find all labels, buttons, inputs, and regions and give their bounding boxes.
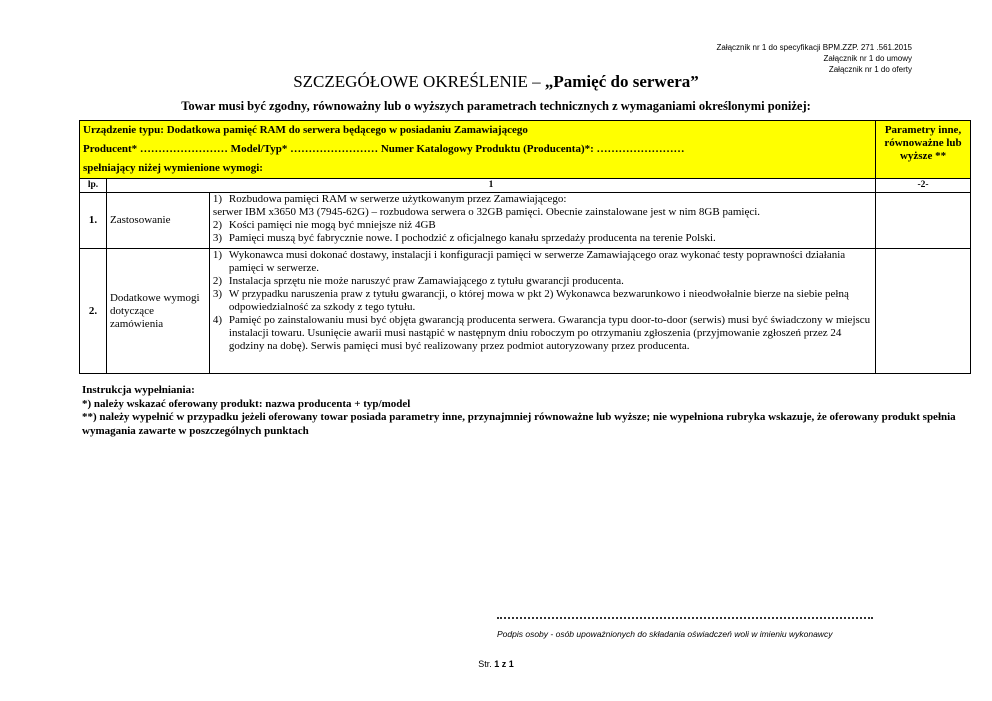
requirement-item: serwer IBM x3650 M3 (7945-62G) – rozbudowa serwera o 32GB pamięci. Obecnie zainstalowane jest w nim 8GB pamięci. (212, 206, 761, 218)
specification-table (79, 120, 971, 374)
table-header-row (80, 121, 971, 179)
document-title (0, 72, 992, 92)
col-lp: lp. (80, 179, 107, 193)
row-number: 2. (80, 249, 107, 374)
requirement-item: 4) Pamięć po zainstalowaniu musi być objęta gwarancją producenta serwera. Gwarancja typu door-to-door (serwis) musi być świadczony w miejscu instalacji towaru. Usunięcie awarii musi nastąpić w następnym dniu roboczym po otrzymaniu zgłoszenia (przyjmowanie zgłoszeń przez 24 godziny na dobę). Serwis pamięci musi być realizowany przez podmiot autoryzowany przez producenta. (212, 314, 871, 352)
requirement-item: 3) W przypadku naruszenia praw z tytułu gwarancji, o której mowa w pkt 2) Wykonawca bezwarunkowo i nieodwołalnie bierze na siebie pełną odpowiedzialność za szkody z tego tytułu. (212, 288, 849, 313)
requirement-item: 1) Rozbudowa pamięci RAM w serwerze użytkowanym przez Zamawiającego: (212, 193, 567, 205)
row-params-cell (876, 193, 971, 249)
title-bold: „Pamięć do serwera” (544, 72, 699, 91)
row-requirements (209, 249, 875, 374)
attachment-header (716, 42, 912, 75)
col-1: 1 (106, 179, 875, 193)
device-info-cell (80, 121, 876, 179)
col-2: -2- (876, 179, 971, 193)
requirement-item: 3) Pamięci muszą być fabrycznie nowe. I pochodzić z oficjalnego kanału sprzedaży producenta na terenie Polski. (212, 232, 716, 244)
requirement-item: 2) Kości pamięci nie mogą być mniejsze niż 4GB (212, 219, 436, 231)
device-line: Urządzenie typu: Dodatkowa pamięć RAM do serwera będącego w posiadaniu Zamawiającego (83, 124, 528, 136)
table-row (80, 249, 971, 374)
requirement-item: 2) Instalacja sprzętu nie może naruszyć praw Zamawiającego z tytułu gwarancji producenta. (212, 275, 624, 287)
header-line-3: Załącznik nr 1 do oferty (828, 65, 912, 74)
row-name: Zastosowanie (106, 193, 209, 249)
row-requirements (209, 193, 875, 249)
instructions-heading: Instrukcja wypełniania: (82, 384, 195, 396)
document-subtitle: Towar musi być zgodny, równoważny lub o wyższych parametrach technicznych z wymaganiami określonymi poniżej: (181, 99, 811, 113)
instructions-line-1: *) należy wskazać oferowany produkt: nazwa producenta + typ/model (82, 397, 411, 410)
page-number: Str. 1 z 1 (478, 659, 514, 669)
header-line-1: Załącznik nr 1 do specyfikacji BPM.ZZP. 271 .561.2015 (716, 43, 912, 52)
column-number-row (80, 179, 971, 193)
producer-line: Producent* …………………… Model/Typ* …………………… Numer Katalogowy Produktu (Producenta)*: …………………… (83, 143, 685, 155)
header-line-2: Załącznik nr 1 do umowy (823, 54, 912, 63)
row-params-cell (876, 249, 971, 374)
row-name: Dodatkowe wymogi dotyczące zamówienia (106, 249, 209, 374)
title-plain: SZCZEGÓŁOWE OKREŚLENIE – (293, 72, 545, 91)
instructions-line-2: **) należy wypełnić w przypadku jeżeli oferowany towar posiada parametry inne, przynajmniej równoważne lub wyższe; nie wypełniona rubryka wskazuje, że oferowany produkt spełnia wymagania zawarte w poszczególnych punktach (82, 411, 956, 437)
requirement-item: 1) Wykonawca musi dokonać dostawy, instalacji i konfiguracji pamięci w serwerze Zamawiającego oraz wykonać testy poprawności działania pamięci w serwerze. (212, 249, 846, 274)
row-number: 1. (80, 193, 107, 249)
table-row (80, 193, 971, 249)
fill-instructions (82, 384, 962, 438)
requirements-line: spełniający niżej wymienione wymogi: (83, 162, 263, 174)
signature-line (497, 617, 873, 619)
params-header: Parametry inne, równoważne lub wyższe ** (876, 121, 971, 179)
signature-caption: Podpis osoby - osób upoważnionych do składania oświadczeń woli w imieniu wykonawcy (497, 629, 833, 639)
